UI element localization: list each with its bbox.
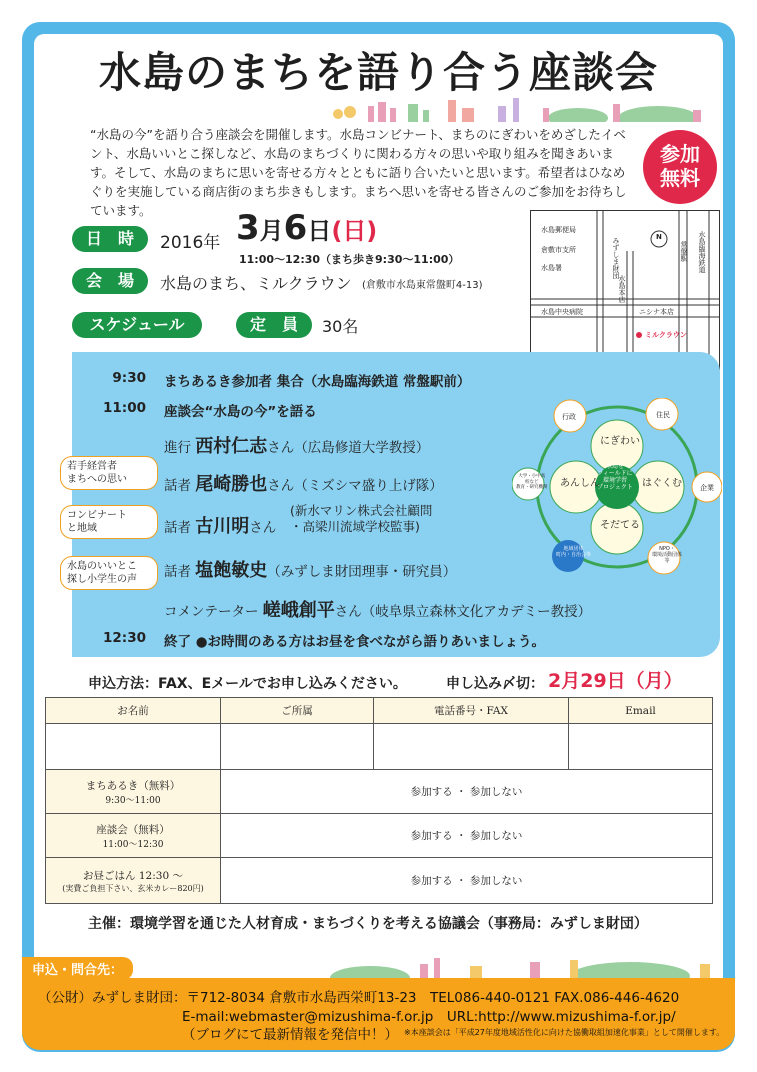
commentator-name: 嵯峨創平 [262,600,335,621]
speaker-suffix: さん [249,520,277,536]
form-row-label [46,814,221,858]
speaker-line [164,512,276,538]
schedule-text: まちあるき参加者 集合（水島臨海鉄道 常盤駅前） [164,374,471,390]
schedule-time: 11:00 [103,400,146,416]
affil-line: ・高梁川流域学校監事) [290,519,420,534]
email-input-cell[interactable] [569,724,713,770]
diagram-inner: そだてる [600,520,640,531]
diagram-outer: NPO・ 環境活動団体 等 [652,546,683,564]
speaker-line [164,470,443,496]
organizer: 主催：環境学習を通じた人材育成・まちづくりを考える協議会（事務局：みずしま財団） [88,916,648,932]
speaker-role: 話者 [164,478,191,494]
moderator-name: 西村仁志 [195,436,268,457]
map-label: 水島署 [541,264,562,272]
speaker-name: 古川明 [195,516,250,537]
schedule-time: 12:30 [103,630,146,646]
schedule-text: 終了 ●お時間のある方はお昼を食べながら語りあいましょう。 [164,634,545,650]
map-label: 水島郵便局 [541,226,576,234]
commentator-line [164,596,591,622]
application-form [45,697,713,903]
map-label: 水島本店 [618,275,626,303]
contact-line: （ブログにて最新情報を発信中！） [182,1027,398,1043]
badge-line1: 参加 [660,142,700,166]
map-label: ミルクラウン [645,331,687,339]
map-label: 水島中央病院 [541,308,583,316]
diagram-inner: にぎわい [600,436,640,447]
date-label: 日 時 [72,226,148,252]
row-label: 座談会（無料） [96,823,170,836]
speaker-name: 塩飽敏史 [195,560,268,581]
diagram-outer: 企業 [700,484,714,492]
contact-line: （公財）みずしま財団：〒712-8034 倉敷市水島西栄町13-23 TEL086-440-0121 FAX.086-446-4620 [38,990,680,1006]
speaker-role: 話者 [164,564,191,580]
date-month: 3 [236,208,260,248]
moderator-suffix: さん（広島修道大学教授） [267,440,430,456]
row-sub: 9:30～11:00 [105,795,161,806]
map-label: 水島臨海鉄道 [698,231,706,273]
form-header: お名前 [46,698,221,724]
form-header: ご所属 [221,698,374,724]
table-row [46,814,713,858]
speaker-note: 水島のいいとこ 探し小学生の声 [60,556,158,590]
date-month-unit: 月 [259,217,284,245]
affil-line: (新水マリン株式会社顧問 [290,503,433,518]
date-day: 6 [283,208,308,248]
row-sub: 11:00～12:30 [102,839,164,850]
form-row-label [46,858,221,904]
table-row [46,724,713,770]
free-badge [643,130,717,204]
attendance-choice[interactable]: 参加する ・ 参加しない [221,858,713,904]
venue-map [530,210,720,370]
attendance-choice[interactable]: 参加する ・ 参加しない [221,814,713,858]
contact-note: ※本座談会は「平成27年度地域活性化に向けた協働取組加速化事業」として開催します。 [404,1028,725,1037]
attendance-choice[interactable]: 参加する ・ 参加しない [221,770,713,814]
venue-address: (倉敷市水島東常盤町4-13) [362,280,483,291]
commentator-suffix: さん（岐阜県立森林文化アカデミー教授） [334,604,592,620]
diagram-outer: 大学・小中高 校など 教育・研究機関 [516,474,548,490]
speaker-line [164,556,456,582]
contact-line: E-mail:webmaster@mizushima-f.or.jp URL:http://www.mizushima-f.or.jp/ [182,1009,676,1025]
speaker-note: 若手経営者 まちへの思い [60,456,158,490]
page-title: 水島のまちを語り合う座談会 [98,48,658,97]
form-table [45,697,713,904]
skyline-illustration [328,96,723,122]
form-row-label [46,770,221,814]
badge-line2: 無料 [660,166,700,190]
speaker-note: コンビナート と地域 [60,505,158,539]
speaker-name: 尾崎勝也 [195,474,268,495]
diagram-center: 水島を フィールドに 環境学習 プロジェクト [597,463,633,491]
table-row [46,770,713,814]
intro-text: “水島の今”を語り合う座談会を開催します。水島コンビナート、まちのにぎわいをめざしたイベント、水島いいとこ探しなど、水島のまちづくりに関わる方々の思いや取り組みを聞きあいます。そして、水島のまちに思いを寄せる方々とともに語り合いたいと思います。希望者はひなめぐりを実施している商店街のまち歩きもします。まちへ思いを寄せる皆さんのご参加をお待ちしています。 [90,127,627,218]
schedule-label: スケジュール [72,312,202,338]
speaker-role: 話者 [164,520,191,536]
map-label: みずしま財団 [612,237,620,279]
name-input-cell[interactable] [46,724,221,770]
phone-input-cell[interactable] [374,724,569,770]
map-label: 倉敷市支所 [541,246,576,254]
diagram-inner: あんしん [560,478,600,489]
commentator-role: コメンテーター [164,604,259,620]
schedule-time: 9:30 [112,370,146,386]
row-label: まちあるき（無料） [85,779,181,792]
application-method: 申込方法：FAX、Eメールでお申し込みください。 [88,676,407,692]
map-north: N [656,233,662,241]
map-label: 常盤駅 [680,241,688,262]
date-year: 2016年 [160,233,221,253]
row-label: お昼ごはん 12:30 ～ [83,869,183,882]
diagram-outer: 行政 [562,413,576,421]
date-day-unit: 日 [307,217,332,245]
speaker-affiliation [290,503,432,535]
map-label: ニシナ本店 [639,308,674,316]
deadline-value: 2月29日（月） [548,670,683,692]
date-main [236,208,377,248]
diagram-inner: はぐくむ [642,478,682,489]
diagram-outer: 地域団体 町内・自治会等 [556,546,592,558]
deadline-label: 申し込み〆切： [446,676,544,692]
table-row [46,858,713,904]
capacity-value: 30名 [322,317,359,336]
venue-name: 水島のまち、ミルクラウン [160,274,352,293]
moderator-line [164,432,429,458]
form-header: 電話番号・FAX [374,698,569,724]
speaker-suffix: （みずしま財団理事・研究員） [267,564,457,580]
speaker-suffix: さん（ミズシマ盛り上げ隊） [267,478,443,494]
date-weekday: (日) [331,217,378,245]
footer-skyline [330,952,725,980]
time-note: 11:00～12:30（まち歩き9:30～11:00） [239,253,460,266]
row-sub: (実費ご負担下さい、玄米カレー820円) [62,883,204,893]
table-row [46,698,713,724]
affiliation-input-cell[interactable] [221,724,374,770]
contact-label: 申込・問合先： [22,957,133,980]
capacity-label: 定 員 [236,312,312,338]
venue-label: 会 場 [72,268,148,294]
schedule-text: 座談会“水島の今”を語る [164,404,317,420]
moderator-role: 進行 [164,440,191,456]
form-header: Email [569,698,713,724]
diagram-outer: 住民 [656,411,670,419]
